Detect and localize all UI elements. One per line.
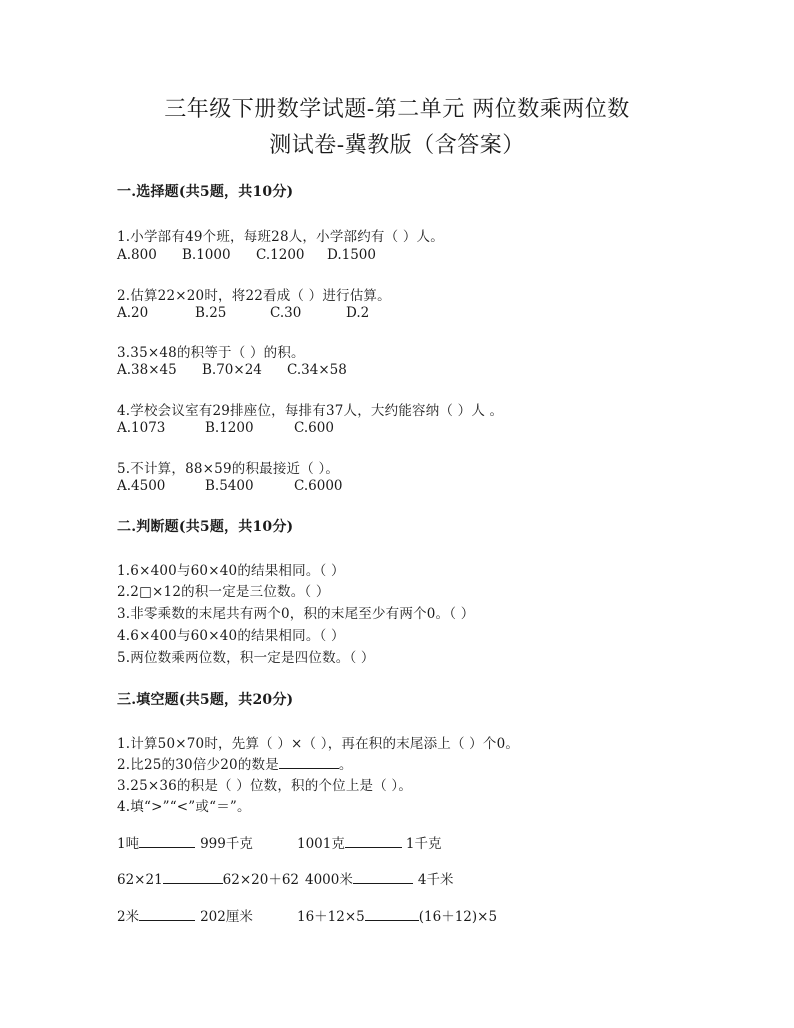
page-title-line1: 三年级下册数学试题-第二单元 两位数乘两位数 bbox=[164, 97, 630, 122]
compare-blank[interactable] bbox=[163, 869, 223, 884]
judge-item-1: 1.6×400与60×40的结果相同。（ ） bbox=[117, 563, 345, 579]
question-4: 4.学校会议室有29排座位，每排有37人，大约能容纳（ ）人 。 bbox=[117, 403, 504, 419]
option-b: B.5400 bbox=[205, 478, 254, 494]
compare-item-5 bbox=[117, 905, 253, 925]
compare-left: 16＋12×5 bbox=[297, 909, 365, 925]
page-title-line2: 测试卷-冀教版（含答案） bbox=[269, 133, 525, 158]
compare-right: 1千克 bbox=[405, 836, 442, 852]
compare-left: 2米 bbox=[117, 909, 140, 925]
option-a: A.1073 bbox=[117, 420, 166, 436]
fill-item-2 bbox=[117, 753, 353, 773]
judge-item-2: 2.2□×12的积一定是三位数。（ ） bbox=[117, 584, 330, 600]
judge-item-3: 3.非零乘数的末尾共有两个0，积的末尾至少有两个0。（ ） bbox=[117, 606, 475, 622]
option-c: C.6000 bbox=[294, 478, 343, 494]
compare-blank[interactable] bbox=[139, 833, 195, 848]
option-a: A.800 bbox=[117, 247, 157, 263]
compare-blank[interactable] bbox=[365, 906, 419, 921]
section-heading-fill: 三.填空题(共5题，共20分) bbox=[117, 692, 294, 708]
option-a: A.20 bbox=[117, 305, 149, 321]
compare-left: 1吨 bbox=[117, 836, 140, 852]
compare-blank[interactable] bbox=[345, 833, 402, 848]
option-b: B.70×24 bbox=[202, 362, 262, 378]
option-c: C.600 bbox=[294, 420, 334, 436]
question-5: 5.不计算，88×59的积最接近（ ）。 bbox=[117, 461, 340, 477]
judge-item-4: 4.6×400与60×40的结果相同。（ ） bbox=[117, 628, 345, 644]
fill-item-1: 1.计算50×70时，先算（ ）×（ ），再在积的末尾添上（ ）个0。 bbox=[117, 736, 520, 752]
question-3: 3.35×48的积等于（ ）的积。 bbox=[117, 345, 305, 361]
option-d: D.1500 bbox=[327, 247, 376, 263]
compare-item-6 bbox=[297, 905, 497, 925]
compare-right: (16＋12)×5 bbox=[418, 909, 498, 925]
compare-item-1 bbox=[117, 832, 253, 852]
section-heading-judge: 二.判断题(共5题，共10分) bbox=[117, 519, 294, 535]
option-b: B.1200 bbox=[205, 420, 254, 436]
compare-left: 62×21 bbox=[117, 872, 163, 888]
option-c: C.34×58 bbox=[287, 362, 347, 378]
compare-left: 1001克 bbox=[297, 836, 345, 852]
option-d: D.2 bbox=[346, 305, 370, 321]
option-c: C.1200 bbox=[256, 247, 305, 263]
fill-item-4: 4.填“>”“<”或“＝”。 bbox=[117, 799, 251, 815]
section-heading-choice: 一.选择题(共5题，共10分) bbox=[117, 184, 294, 200]
fill-item-3: 3.25×36的积是（ ）位数，积的个位上是（ ）。 bbox=[117, 778, 413, 794]
compare-blank[interactable] bbox=[353, 869, 413, 884]
compare-item-2 bbox=[297, 832, 441, 852]
option-a: A.38×45 bbox=[117, 362, 177, 378]
question-1: 1.小学部有49个班，每班28人，小学部约有（ ）人。 bbox=[117, 229, 444, 245]
answer-blank[interactable] bbox=[279, 754, 339, 769]
compare-right: 202厘米 bbox=[200, 909, 253, 925]
option-c: C.30 bbox=[270, 305, 302, 321]
judge-item-5: 5.两位数乘两位数，积一定是四位数。（ ） bbox=[117, 650, 375, 666]
option-a: A.4500 bbox=[117, 478, 166, 494]
compare-item-4 bbox=[305, 868, 453, 888]
compare-right: 62×20＋62 bbox=[222, 872, 300, 888]
compare-right: 999千克 bbox=[200, 836, 253, 852]
compare-right: 4千米 bbox=[417, 872, 454, 888]
fill-item-2-text: 2.比25的30倍少20的数是 bbox=[117, 757, 279, 773]
compare-left: 4000米 bbox=[305, 872, 353, 888]
option-b: B.1000 bbox=[182, 247, 231, 263]
fill-item-2-suffix: 。 bbox=[338, 757, 353, 773]
question-2: 2.估算22×20时，将22看成（ ）进行估算。 bbox=[117, 288, 391, 304]
compare-item-3 bbox=[117, 868, 299, 888]
compare-blank[interactable] bbox=[139, 906, 195, 921]
option-b: B.25 bbox=[195, 305, 227, 321]
